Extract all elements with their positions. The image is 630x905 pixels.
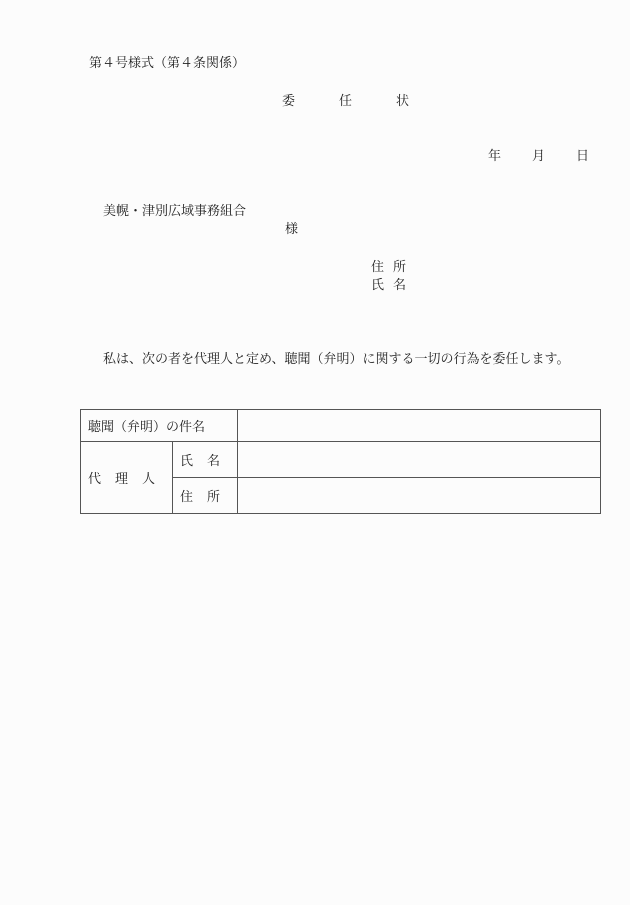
date-line	[488, 149, 620, 165]
proxy-table	[80, 409, 601, 514]
agent-address-label: 住 所	[173, 478, 238, 514]
table-row-agent-name	[81, 442, 601, 478]
title-char: 任	[339, 94, 353, 109]
agent-name-label: 氏 名	[173, 442, 238, 478]
title-char: 委	[282, 94, 296, 109]
agent-name-field[interactable]	[238, 442, 601, 478]
year-label: 年	[488, 149, 502, 164]
sender-address-label: 住 所	[371, 260, 407, 275]
case-name-label: 聴聞（弁明）の件名	[81, 410, 238, 442]
delegation-statement: 私は、次の者を代理人と定め、聴聞（弁明）に関する一切の行為を委任します。	[103, 352, 570, 367]
sender-name-label: 氏 名	[371, 278, 407, 293]
addressee-organization: 美幌・津別広域事務組合	[103, 204, 247, 219]
addressee-honorific: 様	[285, 222, 299, 237]
month-label: 月	[532, 149, 546, 164]
form-number: 第４号様式（第４条関係）	[89, 56, 246, 71]
case-name-field[interactable]	[238, 410, 601, 442]
table-row-case-name	[81, 410, 601, 442]
day-label: 日	[576, 149, 590, 164]
agent-label: 代 理 人	[81, 442, 173, 514]
agent-address-field[interactable]	[238, 478, 601, 514]
title-char: 状	[396, 94, 410, 109]
document-title	[282, 94, 453, 110]
